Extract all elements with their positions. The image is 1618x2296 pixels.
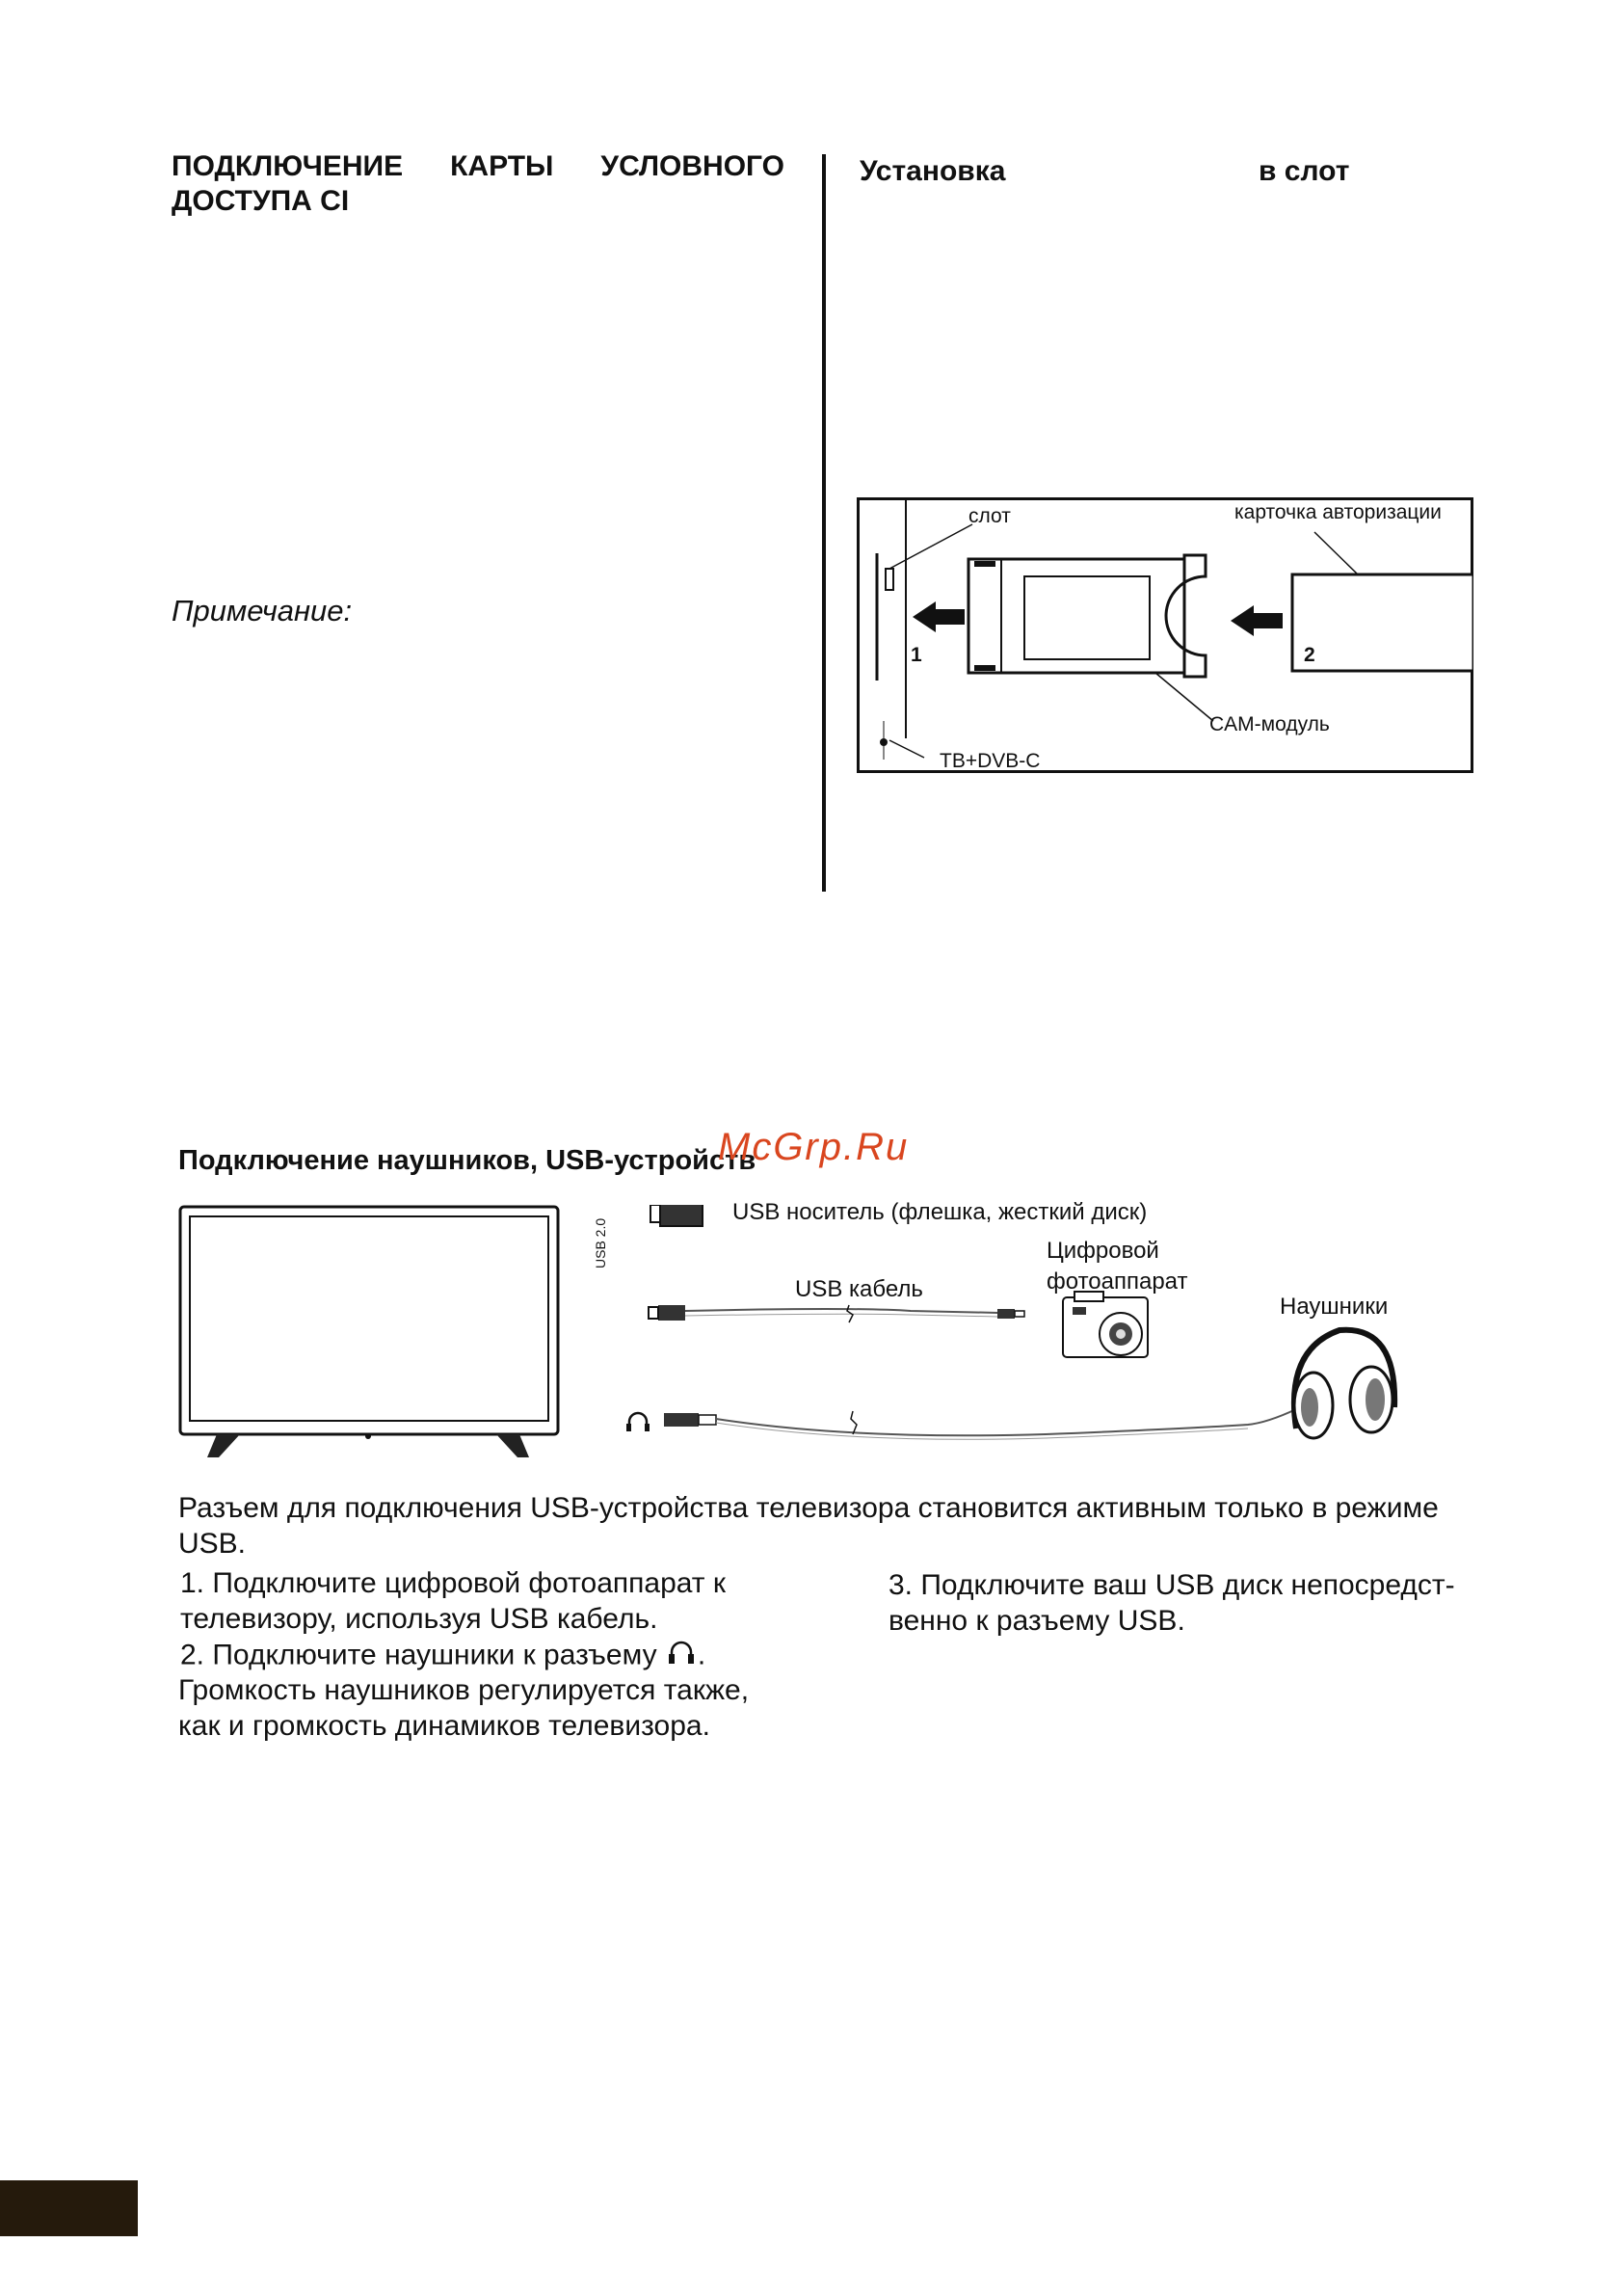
slot-label: слот xyxy=(968,505,1011,527)
step-2-line-3: как и громкость динамиков телевизора. xyxy=(178,1710,710,1742)
tv-dvbc-label: ТВ+DVB-C xyxy=(940,750,1041,772)
headphone-jack-icon xyxy=(623,1407,652,1441)
usb-cable-label: USB кабель xyxy=(795,1276,923,1302)
usb-intro-line-2: USB. xyxy=(178,1528,247,1560)
ci-title-line-2: ДОСТУПА CI xyxy=(172,185,350,217)
step-3-line-2: венно к разъему USB. xyxy=(889,1605,1185,1637)
ci-section-title xyxy=(172,149,784,219)
usb-intro-line-1: Разъем для подключения USB-устройства телевизора становится активным только в режиме xyxy=(178,1492,1439,1524)
headphone-icon xyxy=(665,1637,698,1676)
camera-label-line-2: фотоаппарат xyxy=(1047,1268,1188,1295)
cam-module-label: CAM-модуль xyxy=(1209,713,1330,735)
note-label: Примечание: xyxy=(172,594,353,627)
step-3-line-1: 3. Подключите ваш USB диск непосредст- xyxy=(889,1569,1455,1601)
column-divider xyxy=(822,154,826,892)
camera-label-line-1: Цифровой xyxy=(1047,1238,1159,1264)
page-corner-block xyxy=(0,2180,138,2236)
ci-diagram-drawing xyxy=(857,497,1473,773)
card-label: карточка авторизации xyxy=(1234,501,1442,523)
step-2-text: 2. Подключите наушники к разъему xyxy=(180,1639,657,1671)
ci-title-word-2: КАРТЫ xyxy=(450,150,554,182)
step-2-line-1 xyxy=(180,1637,705,1676)
step-1-line-1: 1. Подключите цифровой фотоаппарат к xyxy=(180,1567,727,1599)
usb-diagram-drawing xyxy=(178,1205,1431,1475)
step-1-marker: 1 xyxy=(911,644,922,666)
step-2-marker: 2 xyxy=(1304,644,1315,666)
ci-diagram xyxy=(857,497,1473,773)
step-1-line-2: телевизору, используя USB кабель. xyxy=(180,1603,658,1635)
usb-port-label: USB 2.0 xyxy=(593,1217,608,1268)
install-title-left: Установка xyxy=(860,155,1006,187)
usb-storage-label: USB носитель (флешка, жесткий диск) xyxy=(732,1199,1148,1225)
ci-title-word-1: ПОДКЛЮЧЕНИЕ xyxy=(172,150,404,182)
step-2-end: . xyxy=(697,1639,706,1671)
usb-section-title: Подключение наушников, USB-устройств xyxy=(178,1145,756,1176)
usb-diagram xyxy=(178,1199,1431,1475)
step-2-line-2: Громкость наушников регулируется также, xyxy=(178,1674,750,1706)
install-title-right: в слот xyxy=(1259,155,1350,187)
ci-title-word-3: УСЛОВНОГО xyxy=(600,150,784,182)
watermark: McGrp.Ru xyxy=(718,1126,910,1168)
headphones-label: Наушники xyxy=(1280,1294,1389,1320)
